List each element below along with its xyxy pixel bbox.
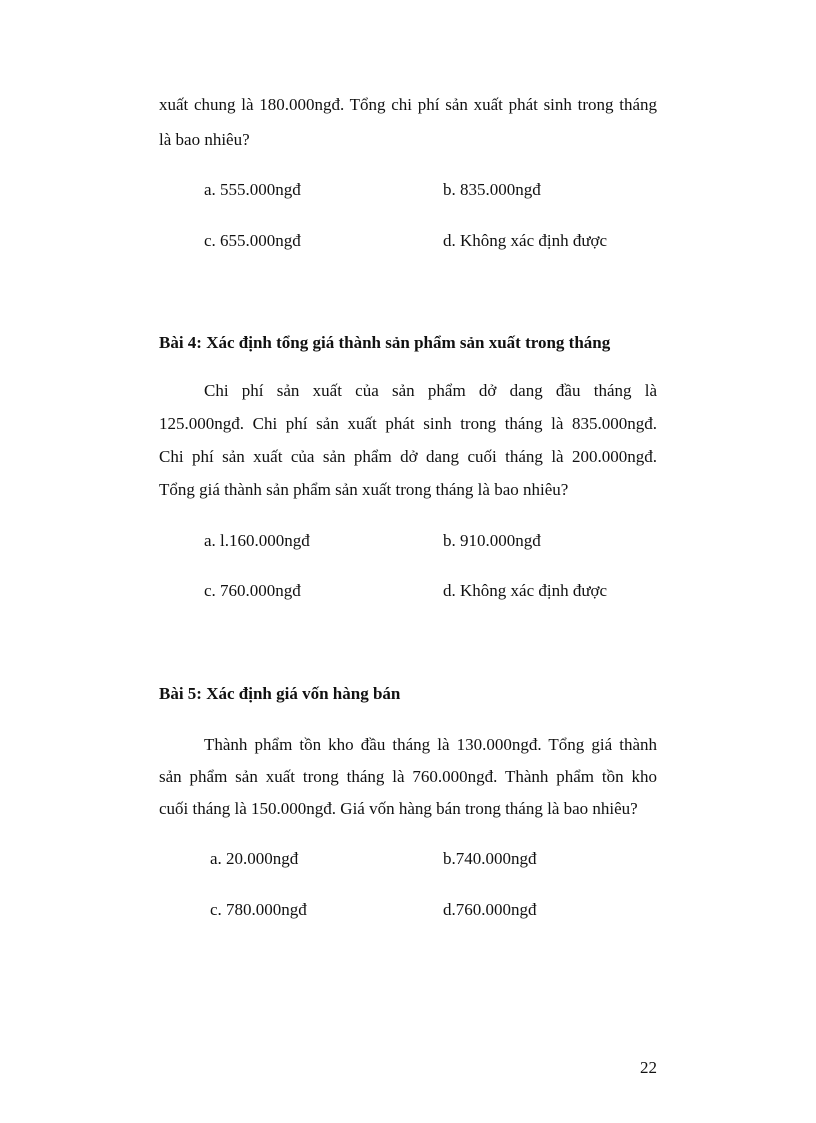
bai5-line-2: sản phẩm sản xuất trong tháng là 760.000ngđ. Thành phẩm tồn kho [159, 767, 657, 786]
bai4-heading: Bài 4: Xác định tổng giá thành sản phẩm sản xuất trong tháng [159, 333, 611, 352]
bai4-line-3: Chi phí sản xuất của sản phẩm dở dang cuối tháng là 200.000ngđ. [159, 447, 657, 466]
bai5-heading: Bài 5: Xác định giá vốn hàng bán [159, 684, 401, 703]
intro-option-a: a. 555.000ngđ [204, 180, 301, 199]
bai4-option-c: c. 760.000ngđ [204, 581, 301, 600]
bai4-option-b: b. 910.000ngđ [443, 531, 541, 550]
bai4-line-1: Chi phí sản xuất của sản phẩm dở dang đầu tháng là [204, 381, 657, 400]
bai4-line-2: 125.000ngđ. Chi phí sản xuất phát sinh trong tháng là 835.000ngđ. [159, 414, 657, 433]
bai5-line-3: cuối tháng là 150.000ngđ. Giá vốn hàng bán trong tháng là bao nhiêu? [159, 799, 638, 818]
intro-line-1: xuất chung là 180.000ngđ. Tổng chi phí sản xuất phát sinh trong tháng [159, 95, 657, 114]
bai5-option-c: c. 780.000ngđ [210, 900, 307, 919]
bai4-option-d: d. Không xác định được [443, 581, 608, 600]
page-number: 22 [640, 1058, 657, 1077]
intro-option-b: b. 835.000ngđ [443, 180, 541, 199]
bai5-option-d: d.760.000ngđ [443, 900, 537, 919]
bai5-line-1: Thành phẩm tồn kho đầu tháng là 130.000ngđ. Tổng giá thành [204, 735, 657, 754]
bai5-option-b: b.740.000ngđ [443, 849, 537, 868]
intro-option-d: d. Không xác định được [443, 231, 608, 250]
bai5-option-a: a. 20.000ngđ [210, 849, 299, 868]
intro-option-c: c. 655.000ngđ [204, 231, 301, 250]
bai4-line-4: Tổng giá thành sản phẩm sản xuất trong tháng là bao nhiêu? [159, 480, 569, 499]
intro-line-2: là bao nhiêu? [159, 130, 250, 149]
bai4-option-a: a. l.160.000ngđ [204, 531, 310, 550]
